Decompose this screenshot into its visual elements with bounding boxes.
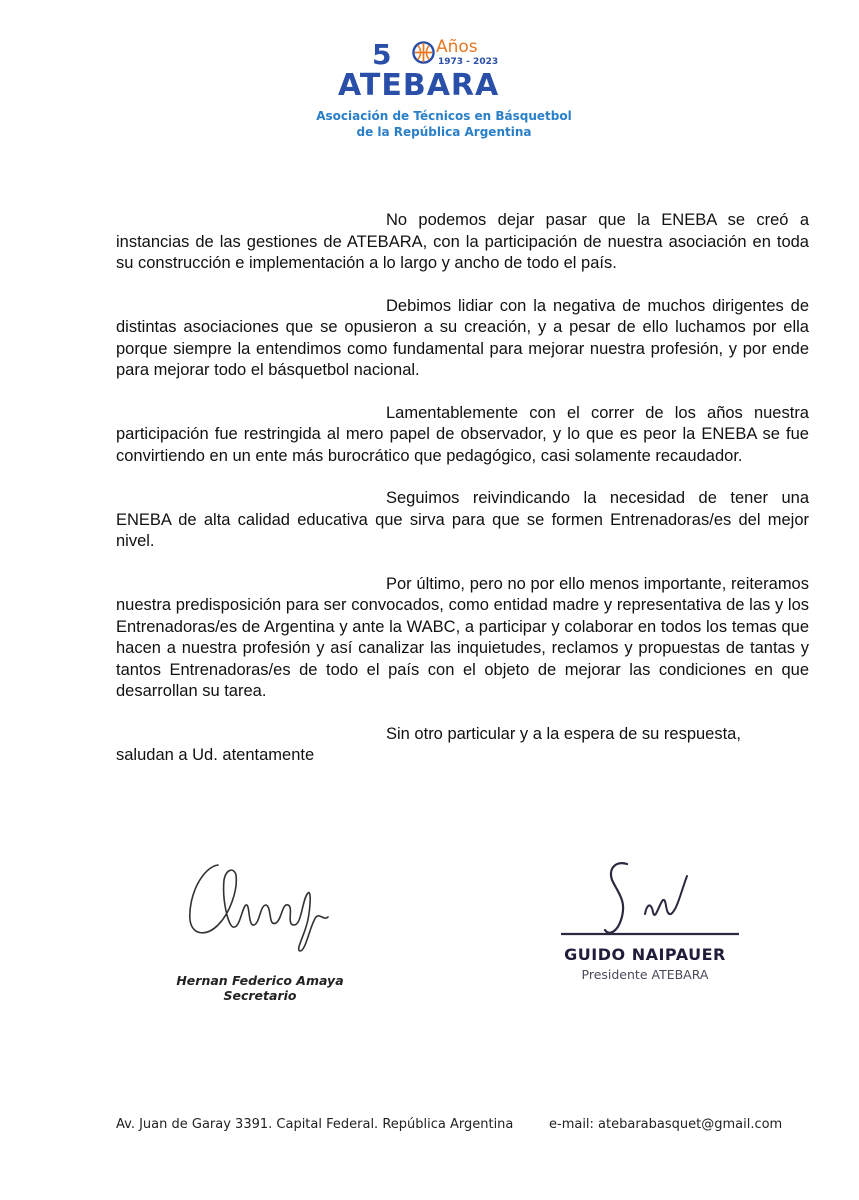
logo-subtitle-line1: Asociación de Técnicos en Básquetbol xyxy=(316,109,572,123)
logo-anos-label: Años xyxy=(436,37,478,57)
logo-name: ATEBARA xyxy=(338,68,500,103)
paragraph-4: Seguimos reivindicando la necesidad de tener una ENEBA de alta calidad educativa que sirva para que se formen Entrenadoras/es del mejor nivel. xyxy=(116,489,809,550)
secretary-role: Secretario xyxy=(223,988,297,1003)
handwritten-signature-naipauer xyxy=(555,852,745,944)
footer-address: Av. Juan de Garay 3391. Capital Federal. República Argentina xyxy=(116,1117,514,1132)
closing-line-2: saludan a Ud. atentamente xyxy=(116,746,315,764)
paragraph-3: Lamentablemente con el correr de los años nuestra participación fue restringida al mero papel de observador, y lo que es peor la ENEBA se fue convirtiendo en un ente más burocrático que pedagógico, casi solamente recaudador. xyxy=(116,403,809,465)
closing-line-1: Sin otro particular y a la espera de su respuesta, xyxy=(386,724,741,743)
atebara-logo xyxy=(300,28,580,148)
logo-years-label: 1973 - 2023 xyxy=(438,57,499,67)
president-role: Presidente ATEBARA xyxy=(581,967,709,982)
basketball-globe-icon xyxy=(412,41,435,64)
paragraph-2: Debimos lidiar con la negativa de muchos dirigentes de distintas asociaciones que se opusieron a su creación, y a pesar de ello luchamos por ella porque siempre la entendimos como fundamental para mejorar nuestra profesión, y por ende para mejorar todo el básquetbol nacional. xyxy=(116,296,809,379)
paragraph-1: No podemos dejar pasar que la ENEBA se creó a instancias de las gestiones de ATEBARA, con la participación de nuestra asociación en toda su construcción e implementación a lo largo y ancho de todo el país. xyxy=(116,211,809,272)
secretary-name: Hernan Federico Amaya xyxy=(176,973,344,988)
handwritten-signature-amaya xyxy=(178,855,338,965)
logo-anniversary-number: 5 xyxy=(372,38,391,71)
signature-president xyxy=(545,852,745,992)
logo-subtitle-line2: de la República Argentina xyxy=(356,125,532,139)
signature-secretary xyxy=(150,855,370,1015)
letter-body xyxy=(116,210,809,767)
footer-email: e-mail: atebarabasquet@gmail.com xyxy=(549,1117,783,1132)
paragraph-5: Por último, pero no por ello menos importante, reiteramos nuestra predisposición para ser convocados, como entidad madre y representativa de las y los Entrenadoras/es de Argentina y ante la WABC, a participar y colaborar en todos los temas que hacen a nuestra profesión y así canalizar las inquietudes, reclamos y propuestas de tantas y tantos Entrenadoras/es de todo el país con el objeto de mejorar las condiciones en que desarrollan su tarea. xyxy=(116,574,809,700)
president-name: GUIDO NAIPAUER xyxy=(564,945,726,964)
logo-subtitle xyxy=(300,108,588,140)
closing xyxy=(116,724,809,767)
